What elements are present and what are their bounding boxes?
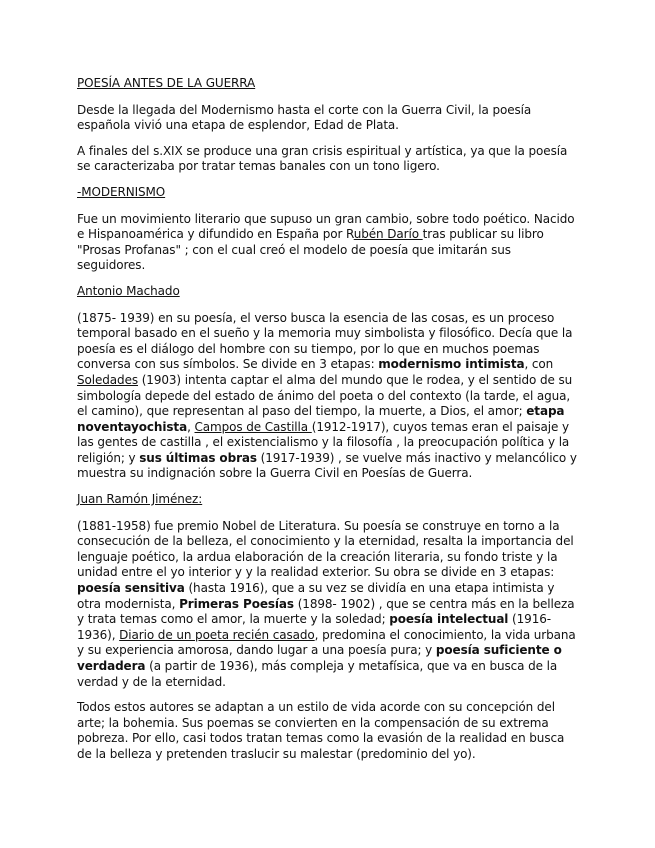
modernismo-text-2: tras publicar su libro "Prosas Profanas" ; con el cual creó el modelo de poesía que imitarán sus seguidores. <box>77 227 544 273</box>
jimenez-stage-1b: Primeras Poesías <box>179 596 294 611</box>
machado-text: (1903) intenta captar el alma del mundo que le rodea, y el sentido de su simbología depede del estado de ánimo del poeta o del contexto (la tarde, el agua, el camino), que representan al paso del tiempo, la muerte, a Dios, el amor; <box>77 372 573 419</box>
crisis-paragraph: A finales del s.XIX se produce una gran crisis espiritual y artística, ya que la poesía se caracterizaba por tratar temas banales con un tono ligero. <box>77 143 568 174</box>
machado-heading: Antonio Machado <box>77 283 180 298</box>
section-title: POESÍA ANTES DE LA GUERRA <box>77 76 256 90</box>
machado-text: (1912-1917), cuyos temas eran el paisaje y las gentes de castilla , el existencialismo y la filosofía , la preocupación política y la religión; y <box>77 419 570 465</box>
jimenez-stage-2: poesía intelectual <box>389 612 509 627</box>
machado-stage-2: etapa noventayochista <box>77 404 565 434</box>
intro-paragraph: Desde la llegada del Modernismo hasta el corte con la Guerra Civil, la poesía española vivió una etapa de esplendor, Edad de Plata. <box>77 102 532 133</box>
machado-paragraph <box>77 311 580 483</box>
machado-stage-1: modernismo intimista <box>378 357 525 372</box>
jimenez-paragraph <box>77 519 580 691</box>
modernismo-paragraph <box>77 212 580 274</box>
work-campos-de-castilla: Campos de Castilla <box>194 419 312 434</box>
jimenez-text: (1881-1958) fue premio Nobel de Literatura. Su poesía se construye en torno a la consecución de la belleza, el conocimiento y la eternidad, resalta la importancia del lenguaje poético, la ardua elaboración de la creación literaria, su fondo triste y la unidad entre el yo interior y y la realidad exterior. Su obra se divide en 3 etapas: <box>77 518 574 580</box>
jimenez-text: (hasta 1916), que a su vez se dividía en una etapa intimista y otra modernista, <box>77 581 555 611</box>
machado-text: (1875- 1939) en su poesía, el verso busca la esencia de las cosas, es un proceso temporal basado en el sueño y la memoria muy simbolista y filosófico. Decía que la poesía es el diálogo del hombre con su tiempo, por lo que en muchos poemas conversa con sus símbolos. Se divide en 3 etapas: <box>77 310 573 372</box>
jimenez-text: (1898- 1902) , que se centra más en la belleza y trata temas como el amor, la muerte y la soledad; <box>77 596 575 627</box>
machado-text: , con <box>524 357 554 372</box>
jimenez-text: (a partir de 1936), más compleja y metafísica, que va en busca de la verdad y de la eternidad. <box>77 659 558 689</box>
machado-stage-3: sus últimas obras <box>139 450 257 465</box>
closing-paragraph: Todos estos autores se adaptan a un estilo de vida acorde con su concepción del arte; la bohemia. Sus poemas se convierten en la compensación de su extrema pobreza. Por ello, casi todos tratan temas como la evasión de la realidad en busca de la belleza y pretenden traslucir su malestar (predominio del yo). <box>77 700 565 761</box>
modernismo-text-1: Fue un movimiento literario que supuso un gran cambio, sobre todo poético. Nacido e Hispanoamérica y difundido en España por R <box>77 211 575 242</box>
jimenez-heading: Juan Ramón Jiménez: <box>77 492 203 507</box>
jimenez-stage-1: poesía sensitiva <box>77 581 185 596</box>
work-soledades: Soledades <box>77 372 138 387</box>
modernismo-heading: -MODERNISMO <box>77 184 166 199</box>
work-diario-poeta: Diario de un poeta recién casado <box>119 627 315 642</box>
jimenez-text: , predomina el conocimiento, la vida urbana y su experiencia amorosa, dando lugar a una poesía pura; y <box>77 627 576 658</box>
machado-text: , <box>187 419 195 434</box>
document-body <box>77 76 580 773</box>
jimenez-stage-3: poesía suficiente o verdadera <box>77 643 562 673</box>
machado-text: (1917-1939) , se vuelve más inactivo y melancólico y muestra su indignación sobre la Guerra Civil en Poesías de Guerra. <box>77 450 577 481</box>
ruben-dario-link: ubén Darío <box>353 227 423 242</box>
jimenez-text: (1916-1936), <box>77 612 551 642</box>
